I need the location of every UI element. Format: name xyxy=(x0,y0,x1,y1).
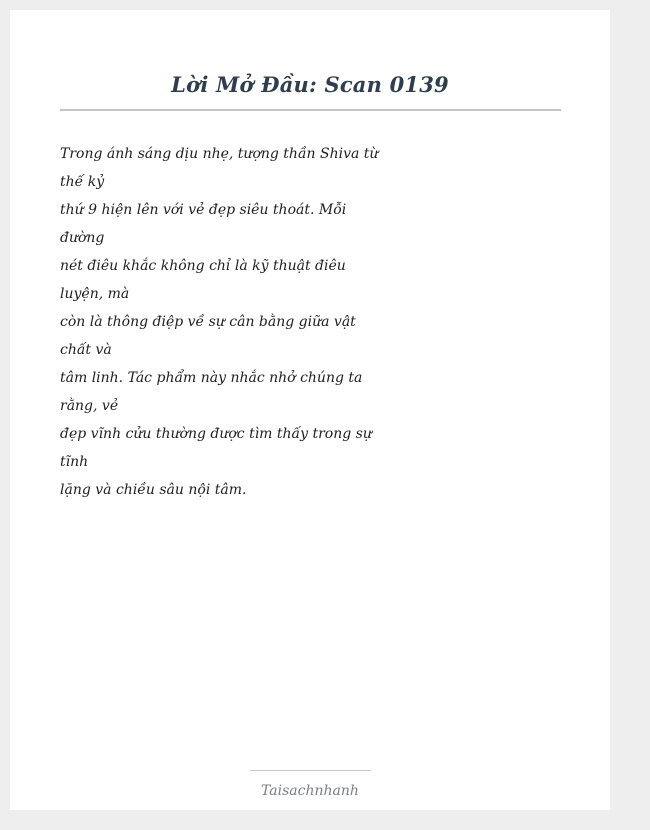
text-line: nét điêu khắc không chỉ là kỹ thuật điêu xyxy=(60,258,346,274)
page-title: Lời Mở Đầu: Scan 0139 xyxy=(171,72,449,97)
text-line: chất và xyxy=(60,342,112,358)
document-page xyxy=(10,10,610,810)
text-line: lặng và chiều sâu nội tâm. xyxy=(60,482,247,498)
text-line: tĩnh xyxy=(60,454,89,470)
text-line: đẹp vĩnh cửu thường được tìm thấy trong sự xyxy=(60,426,372,442)
footer-divider xyxy=(250,770,371,771)
text-line: thứ 9 hiện lên với vẻ đẹp siêu thoát. Mỗi xyxy=(60,202,347,218)
title-divider xyxy=(60,109,561,111)
text-line: thế kỷ xyxy=(60,174,105,190)
footer-label: Taisachnhanh xyxy=(261,783,359,799)
body-paragraph xyxy=(60,140,379,504)
text-line: rằng, vẻ xyxy=(60,398,119,414)
text-line: còn là thông điệp về sự cân bằng giữa vật xyxy=(60,314,356,330)
text-line: tâm linh. Tác phẩm này nhắc nhở chúng ta xyxy=(60,370,363,386)
text-line: luyện, mà xyxy=(60,286,130,302)
text-line: Trong ánh sáng dịu nhẹ, tượng thần Shiva từ xyxy=(60,146,379,162)
text-line: đường xyxy=(60,230,105,246)
